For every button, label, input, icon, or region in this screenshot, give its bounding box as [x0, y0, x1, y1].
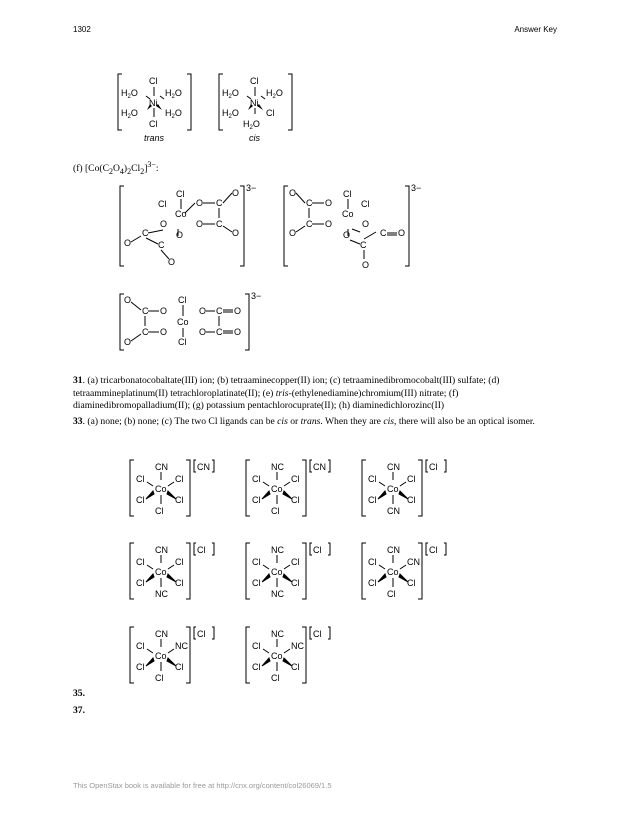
svg-text:C: C: [306, 198, 313, 208]
isomer-1-ligand-bottom: Cl: [155, 506, 164, 516]
isomer-6-wedge-left: [378, 574, 386, 582]
isomer-6-ligand-top: CN: [387, 545, 400, 555]
isomer-7-hash-left: [147, 649, 153, 653]
svg-text:O: O: [196, 219, 204, 229]
isomer-3-ligand-lower-left: Cl: [368, 495, 377, 505]
isomer-3-cobalt: Co: [387, 484, 399, 494]
isomer-7-wedge-left: [146, 658, 154, 666]
svg-text:Cl: Cl: [178, 295, 187, 305]
isomer-2-ligand-bottom: Cl: [271, 506, 280, 516]
svg-text:O: O: [289, 188, 297, 198]
isomer-4-ligand-lower-right: Cl: [175, 578, 184, 588]
isomer-6-ligand-lower-left: Cl: [368, 578, 377, 588]
svg-text:3−: 3−: [411, 183, 422, 193]
isomer-4-bracket-left: [130, 543, 134, 599]
isomer-8-counter-bracket-left: [310, 627, 312, 639]
isomer-3-bracket-right: [418, 460, 422, 516]
isomer-4-ligand-upper-left: Cl: [136, 557, 145, 567]
isomer-7-bracket-right: [186, 627, 190, 683]
svg-text:C: C: [380, 228, 387, 238]
svg-text:O: O: [289, 228, 297, 238]
label-cis: cis: [249, 133, 260, 143]
isomer-8-ligand-lower-left: Cl: [252, 662, 261, 672]
isomer-5-ligand-bottom: NC: [271, 589, 284, 599]
isomer-7-bracket-left: [130, 627, 134, 683]
isomer-5-ligand-top: NC: [271, 545, 284, 555]
svg-text:C: C: [158, 240, 165, 250]
svg-text:Co: Co: [342, 209, 354, 219]
answer-35: 35.: [73, 688, 85, 699]
isomer-1-ligand-upper-left: Cl: [136, 474, 145, 484]
svg-text:O: O: [199, 327, 207, 337]
answer-31: 31. (a) tricarbonatocobaltate(III) ion; (b) tetraaminecopper(II) ion; (c) tetraaminedibromocobalt(III) sulfate; (d) tetraammineplatinum(II) tetrachloroplatinate(II); (e) tris-(ethylenediamine)chromium(III) nitrate; (f) diaminedibromopalladium(II); (g) potassium pentachlorocuprate(II); (h) diaminedichlorozinc(II): [73, 375, 500, 411]
ni-trans-h2o-lr: $H_2O$: [165, 108, 182, 120]
ni-cis-center: Ni: [250, 98, 259, 108]
isomer-2-hash-right: [284, 482, 290, 486]
svg-text:O: O: [232, 228, 240, 238]
ni-trans-h2o-ul: $H_2O$: [121, 88, 138, 100]
isomer-7-ligand-upper-right: NC: [175, 641, 188, 651]
svg-text:C: C: [142, 228, 149, 238]
ni-trans-h2o-ll: $H_2O$: [121, 108, 138, 120]
svg-text:O: O: [196, 198, 204, 208]
isomer-5-hash-right: [284, 565, 290, 569]
ni-trans-center: Ni: [149, 98, 158, 108]
isomer-3-hash-right: [400, 482, 406, 486]
isomer-5-ligand-upper-right: Cl: [291, 557, 300, 567]
isomer-4-cobalt: Co: [155, 567, 167, 577]
isomer-8-ligand-upper-left: Cl: [252, 641, 261, 651]
answer-37: 37.: [73, 705, 85, 716]
isomer-2-ligand-lower-right: Cl: [291, 495, 300, 505]
isomer-1-cobalt: Co: [155, 484, 167, 494]
isomer-3-counter-ion: Cl: [429, 462, 438, 472]
isomer-7-ligand-top: CN: [155, 629, 168, 639]
isomer-3-ligand-upper-right: Cl: [407, 474, 416, 484]
isomer-5-cobalt: Co: [271, 567, 283, 577]
isomer-6-ligand-upper-left: Cl: [368, 557, 377, 567]
isomer-8-counter-ion: Cl: [313, 629, 322, 639]
isomer-8-ligand-upper-right: NC: [291, 641, 304, 651]
isomer-7-counter-bracket-right: [212, 627, 214, 639]
ni-trans-h2o-ur: $H_2O$: [165, 88, 182, 100]
isomer-8-wedge-left: [262, 658, 270, 666]
isomer-3-bracket-left: [362, 460, 366, 516]
isomer-5-counter-ion: Cl: [313, 545, 322, 555]
svg-text:C: C: [306, 219, 313, 229]
isomer-6-counter-ion: Cl: [429, 545, 438, 555]
isomer-1-ligand-lower-right: Cl: [175, 495, 184, 505]
isomer-3-wedge-left: [378, 491, 386, 499]
isomer-8-ligand-top: NC: [271, 629, 284, 639]
svg-text:Cl: Cl: [178, 337, 187, 347]
svg-text:O: O: [362, 219, 370, 229]
svg-text:O: O: [362, 260, 370, 270]
isomer-1-ligand-upper-right: Cl: [175, 474, 184, 484]
isomer-1-hash-left: [147, 482, 153, 486]
ni-trans-cl-bottom: Cl: [149, 119, 158, 129]
isomer-7-cobalt: Co: [155, 651, 167, 661]
isomer-6-hash-right: [400, 565, 406, 569]
isomer-4-hash-left: [147, 565, 153, 569]
label-trans: trans: [144, 133, 165, 143]
isomer-8-bracket-right: [302, 627, 306, 683]
isomer-7-ligand-lower-left: Cl: [136, 662, 145, 672]
svg-text:3−: 3−: [246, 183, 257, 193]
answer-33: 33. (a) none; (b) none; (c) The two Cl ligands can be cis or trans. When they are cis, there will also be an optical isomer.: [73, 416, 535, 427]
isomer-8-bracket-left: [246, 627, 250, 683]
svg-text:O: O: [398, 228, 406, 238]
isomer-4-ligand-top: CN: [155, 545, 168, 555]
svg-text:Cl: Cl: [361, 199, 370, 209]
isomer-1-ligand-lower-left: Cl: [136, 495, 145, 505]
isomer-5-ligand-lower-left: Cl: [252, 578, 261, 588]
ni-cis-h2o-ul: $H_2O$: [222, 88, 239, 100]
isomer-6-ligand-bottom: Cl: [387, 589, 396, 599]
svg-text:O: O: [325, 198, 333, 208]
isomer-4-hash-right: [168, 565, 174, 569]
isomer-7-ligand-lower-right: Cl: [175, 662, 184, 672]
isomer-5-hash-left: [263, 565, 269, 569]
svg-text:C: C: [216, 219, 223, 229]
footer-note: This OpenStax book is available for free at http://cnx.org/content/col26069/1.5: [73, 781, 332, 790]
isomer-7-hash-right: [168, 649, 174, 653]
svg-text:O: O: [232, 188, 240, 198]
svg-text:C: C: [216, 306, 223, 316]
isomer-6-ligand-upper-right: CN: [407, 557, 420, 567]
ni-cis-h2o-ur: $H_2O$: [266, 88, 283, 100]
isomer-2-counter-ion: CN: [313, 462, 326, 472]
svg-text:O: O: [168, 257, 176, 267]
isomer-5-ligand-lower-right: Cl: [291, 578, 300, 588]
svg-text:C: C: [142, 306, 149, 316]
svg-text:C: C: [142, 327, 149, 337]
ni-cis-h2o-bottom: $H_2O$: [243, 119, 260, 131]
svg-text:Cl: Cl: [176, 189, 185, 199]
isomer-3-hash-left: [379, 482, 385, 486]
isomer-5-bracket-right: [302, 543, 306, 599]
isomer-3-ligand-upper-left: Cl: [368, 474, 377, 484]
isomer-7-ligand-bottom: Cl: [155, 673, 164, 683]
isomer-1-counter-ion: CN: [197, 462, 210, 472]
ni-cis-h2o-ll: $H_2O$: [222, 108, 239, 120]
isomer-2-counter-bracket-right: [328, 460, 330, 472]
isomer-3-ligand-top: CN: [387, 462, 400, 472]
svg-text:O: O: [325, 219, 333, 229]
isomer-6-bracket-right: [418, 543, 422, 599]
isomer-1-bracket-left: [130, 460, 134, 516]
isomer-8-hash-left: [263, 649, 269, 653]
isomer-1-counter-bracket-right: [212, 460, 214, 472]
isomer-5-counter-bracket-right: [328, 543, 330, 555]
isomer-2-cobalt: Co: [271, 484, 283, 494]
isomer-5-ligand-upper-left: Cl: [252, 557, 261, 567]
isomer-2-ligand-top: NC: [271, 462, 284, 472]
isomer-2-hash-left: [263, 482, 269, 486]
isomer-3-ligand-lower-right: Cl: [407, 495, 416, 505]
isomer-4-counter-bracket-right: [212, 543, 214, 555]
isomer-4-counter-bracket-left: [194, 543, 196, 555]
isomer-1-ligand-top: CN: [155, 462, 168, 472]
ni-trans-cl-top: Cl: [149, 76, 158, 86]
isomer-2-wedge-left: [262, 491, 270, 499]
isomer-8-ligand-bottom: Cl: [271, 673, 280, 683]
isomer-4-ligand-upper-right: Cl: [175, 557, 184, 567]
svg-text:O: O: [234, 327, 242, 337]
isomer-7-counter-ion: Cl: [197, 629, 206, 639]
svg-text:O: O: [199, 306, 207, 316]
isomer-8-hash-right: [284, 649, 290, 653]
svg-text:Cl: Cl: [343, 189, 352, 199]
isomer-3-counter-bracket-right: [444, 460, 446, 472]
isomer-5-wedge-left: [262, 574, 270, 582]
ni-cis-cl-top: Cl: [250, 76, 259, 86]
isomer-6-hash-left: [379, 565, 385, 569]
isomer-2-ligand-lower-left: Cl: [252, 495, 261, 505]
isomer-8-cobalt: Co: [271, 651, 283, 661]
isomer-7-counter-bracket-left: [194, 627, 196, 639]
isomer-4-bracket-right: [186, 543, 190, 599]
svg-text:O: O: [234, 306, 242, 316]
svg-text:Cl: Cl: [158, 199, 167, 209]
svg-text:C: C: [216, 327, 223, 337]
isomer-6-bracket-left: [362, 543, 366, 599]
isomer-6-counter-bracket-right: [444, 543, 446, 555]
svg-text:C: C: [360, 240, 367, 250]
isomer-6-cobalt: Co: [387, 567, 399, 577]
svg-text:O: O: [160, 219, 168, 229]
isomer-1-bracket-right: [186, 460, 190, 516]
isomer-2-ligand-upper-right: Cl: [291, 474, 300, 484]
isomer-1-hash-right: [168, 482, 174, 486]
isomer-2-bracket-right: [302, 460, 306, 516]
isomer-3-ligand-bottom: CN: [387, 506, 400, 516]
isomer-4-wedge-left: [146, 574, 154, 582]
isomer-1-wedge-left: [146, 491, 154, 499]
svg-text:O: O: [160, 306, 168, 316]
svg-text:O: O: [160, 327, 168, 337]
svg-text:Co: Co: [175, 209, 187, 219]
svg-text:O: O: [176, 230, 184, 240]
svg-text:O: O: [124, 238, 132, 248]
svg-text:Co: Co: [177, 317, 189, 327]
isomer-2-bracket-left: [246, 460, 250, 516]
isomer-4-ligand-bottom: NC: [155, 589, 168, 599]
isomer-7-ligand-upper-left: Cl: [136, 641, 145, 651]
part-f-line: (f) $[Co(C_2O_4)_2Cl_2]^{3-}$:: [73, 160, 159, 177]
svg-text:O: O: [124, 295, 132, 305]
svg-text:O: O: [343, 230, 351, 240]
isomer-2-counter-bracket-left: [310, 460, 312, 472]
isomer-8-ligand-lower-right: Cl: [291, 662, 300, 672]
isomer-5-counter-bracket-left: [310, 543, 312, 555]
isomer-4-counter-ion: Cl: [197, 545, 206, 555]
svg-text:C: C: [216, 198, 223, 208]
isomer-5-bracket-left: [246, 543, 250, 599]
isomer-6-ligand-lower-right: Cl: [407, 578, 416, 588]
isomer-6-counter-bracket-left: [426, 543, 428, 555]
isomer-4-ligand-lower-left: Cl: [136, 578, 145, 588]
page-number: 1302: [73, 25, 91, 34]
isomer-1-counter-bracket-left: [194, 460, 196, 472]
ni-cis-cl-lr: Cl: [266, 108, 275, 118]
isomer-2-ligand-upper-left: Cl: [252, 474, 261, 484]
svg-text:O: O: [124, 337, 132, 347]
running-header: Answer Key: [514, 25, 557, 34]
isomer-8-counter-bracket-right: [328, 627, 330, 639]
isomer-3-counter-bracket-left: [426, 460, 428, 472]
svg-text:3−: 3−: [251, 291, 262, 301]
